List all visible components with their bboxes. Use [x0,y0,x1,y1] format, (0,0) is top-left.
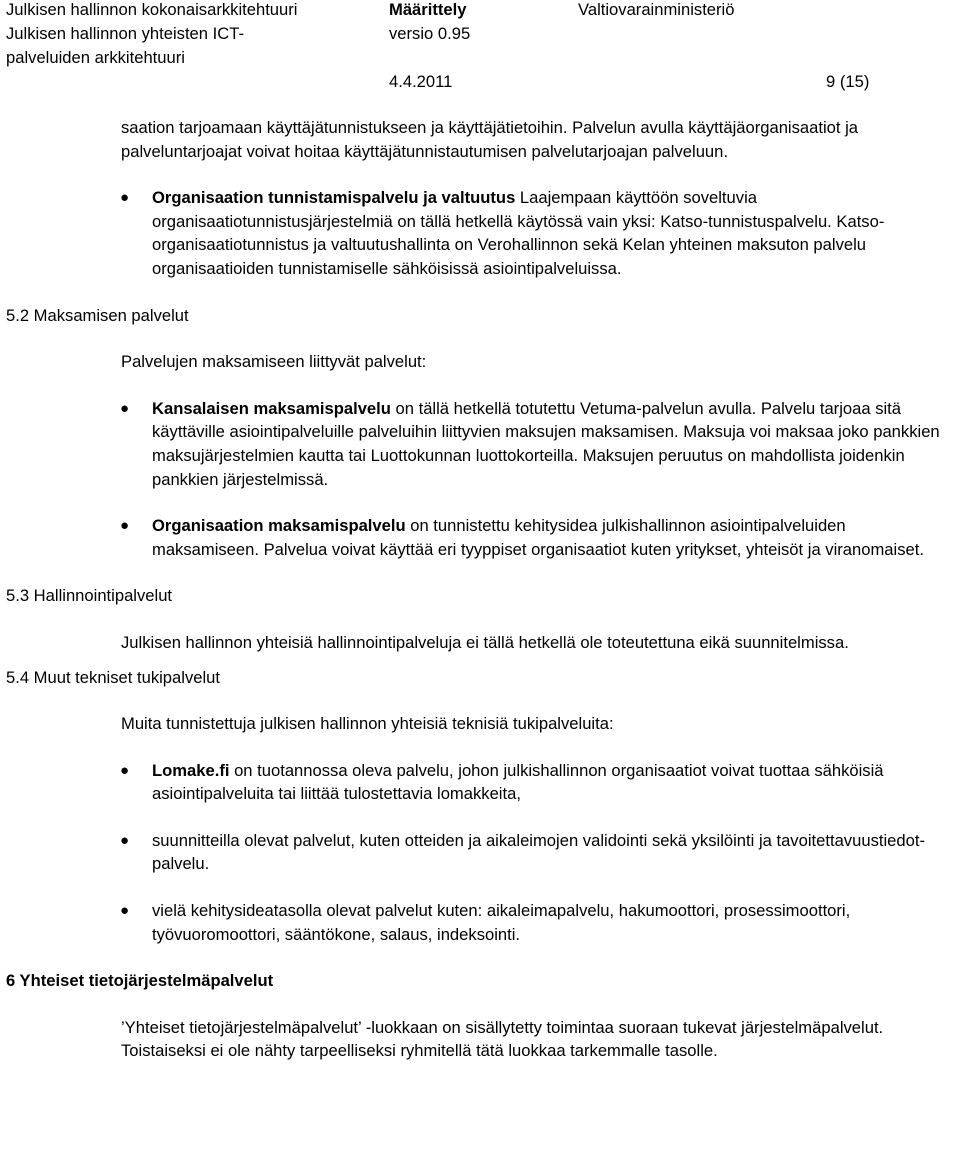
ministry-name: Valtiovarainministeriö [578,0,735,19]
bullet-text: suunnitteilla olevat palvelut, kuten otteiden ja aikaleimojen validointi sekä yksilöinti ja tavoitettavuustiedot-palvelu. [152,830,925,874]
chapter-heading: 6 Yhteiset tietojärjestelmäpalvelut [6,971,274,991]
section-heading: 5.4 Muut tekniset tukipalvelut [6,667,220,687]
list-item [120,899,946,946]
list-item [120,759,946,806]
header-line-2: Julkisen hallinnon yhteisten ICT- [6,24,244,43]
page-number: 9 (15) [826,72,870,91]
bullet-text: Laajempaan käyttöön soveltuvia organisaatiotunnistusjärjestelmiä on tällä hetkellä käytössä vain yksi: Katso-tunnistuspalvelu. Katso-organisaatiotunnistus ja valtuutushallinta on Verohallinnon sekä Kelan yhteinen maksuton palvelu organisaatioiden tunnistamiselle sähköisissä asiointipalveluissa. [152,188,885,278]
doc-type: Määrittely [389,0,467,19]
bullet-icon: ● [120,831,130,849]
list-item [120,186,946,280]
section-intro: Palvelujen maksamiseen liittyvät palvelut: [121,352,427,372]
section-paragraph: Julkisen hallinnon yhteisiä hallinnointipalveluja ei tällä hetkellä ole toteutettuna eikä suunnitelmissa. [121,632,849,652]
tech-services-list [0,759,960,947]
bullet-icon: ● [120,517,130,535]
bullet-term: Organisaation tunnistamispalvelu ja valtuutus [152,188,516,208]
bullet-icon: ● [120,189,130,207]
bullet-term: Kansalaisen maksamispalvelu [152,398,391,418]
section-heading: 5.3 Hallinnointipalvelut [6,586,173,606]
document-body [0,116,960,1063]
doc-date: 4.4.2011 [389,72,453,91]
intro-paragraph: saation tarjoamaan käyttäjätunnistukseen ja käyttäjätietoihin. Palvelun avulla käyttäjäorganisaatiot ja palveluntarjoajat voivat hoitaa käyttäjätunnistautumisen palvelutarjoajan palveluun. [121,118,859,161]
bullet-icon: ● [120,902,130,920]
chapter-paragraph: ’Yhteiset tietojärjestelmäpalvelut’ -luokkaan on sisällytetty toimintaa suoraan tukevat järjestelmäpalvelut. Toistaiseksi ei ole nähty tarpeelliseksi ryhmitellä tätä luokkaa tarkemmalle tasolle. [121,1017,884,1061]
section-intro: Muita tunnistettuja julkisen hallinnon yhteisiä teknisiä tukipalveluita: [121,714,614,734]
page-header [0,0,960,100]
bullet-icon: ● [120,761,130,779]
bullet-term: Organisaation maksamispalvelu [152,516,406,536]
bullet-text: on tunnistettu kehitysidea julkishallinnon asiointipalveluiden maksamiseen. Palvelua voivat käyttää eri tyyppiset organisaatiot kuten yritykset, yhteisöt ja viranomaiset. [152,516,924,559]
header-architecture-title [6,0,297,70]
payment-services-list [0,397,960,562]
header-doc-info [389,0,470,46]
bullet-text: on tuotannossa oleva palvelu, johon julkishallinnon organisaatiot voivat tuottaa sähköisiä asiointipalveluita tai liittää tulostettavia lomakkeita, [152,760,884,804]
list-item [120,514,946,561]
bullet-text: on tällä hetkellä totutettu Vetuma-palvelun avulla. Palvelu tarjoaa sitä käyttäville asiointipalveluille palveluihin liittyvien maksujen maksamisen. Maksuja voi maksaa joko pankkien maksujärjestelmien kautta tai Luottokunnan luottokorteilla. Maksujen peruutus on mahdollista joidenkin pankkien järjestelmissä. [152,398,940,489]
bullet-icon: ● [120,399,130,417]
list-item [120,829,946,876]
list-item [120,397,946,491]
section-heading: 5.2 Maksamisen palvelut [6,305,189,325]
org-id-list [0,186,960,280]
doc-version: versio 0.95 [389,24,471,43]
bullet-text: vielä kehitysideatasolla olevat palvelut kuten: aikaleimapalvelu, hakumoottori, prosessimoottori, työvuoromoottori, sääntökone, salaus, indeksointi. [152,901,851,944]
header-line-1: Julkisen hallinnon kokonaisarkkitehtuuri [6,0,298,19]
header-line-3: palveluiden arkkitehtuuri [6,48,185,67]
bullet-term: Lomake.fi [152,760,230,780]
